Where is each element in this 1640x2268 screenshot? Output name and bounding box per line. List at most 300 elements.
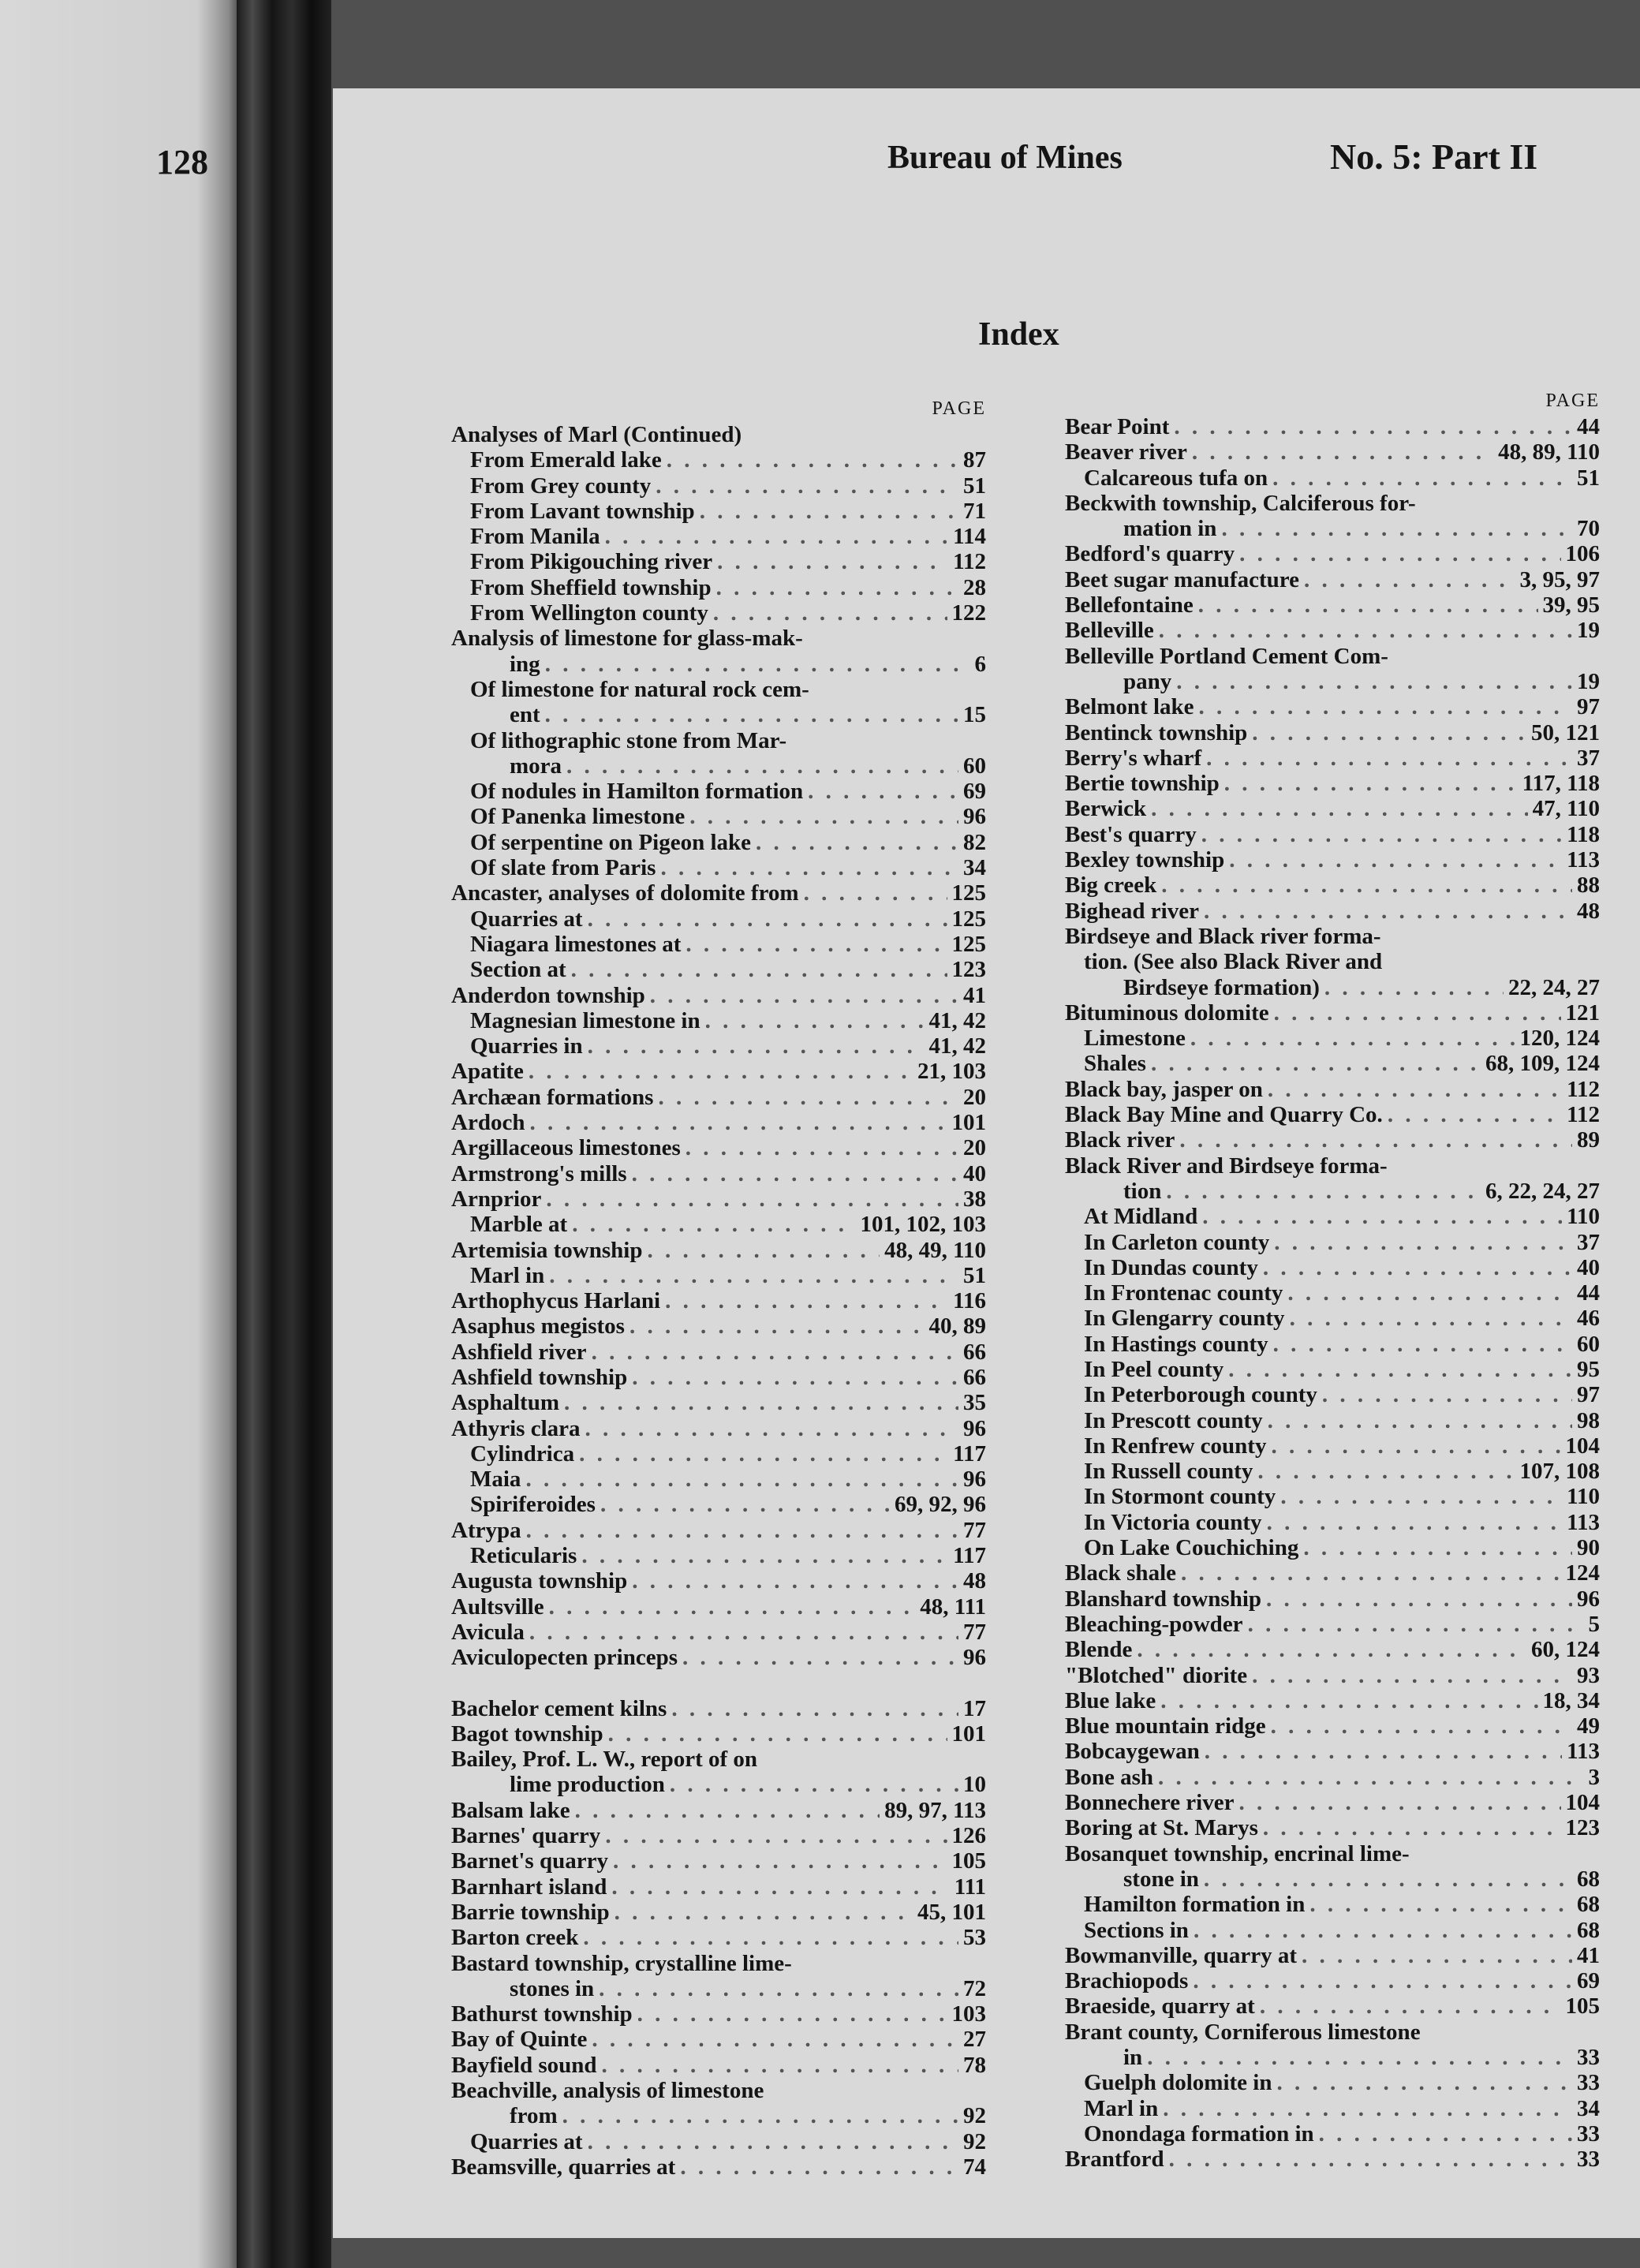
leader-dots: [605, 1823, 947, 1848]
index-entry-page: 68: [1577, 1917, 1600, 1943]
leader-dots: [572, 1212, 855, 1237]
index-entry: [451, 1161, 986, 1186]
leader-dots: [1174, 414, 1572, 439]
index-entry-text: Braeside, quarry at: [1065, 1993, 1255, 2020]
index-entry-text: Of lithographic stone from Mar-: [470, 727, 787, 753]
index-entry: [1065, 1892, 1600, 1917]
leader-dots: [686, 1135, 958, 1160]
index-entry-page: 95: [1577, 1356, 1600, 1382]
index-entry: [451, 1645, 986, 1670]
index-entry: [1065, 1968, 1600, 1993]
leader-dots: [545, 702, 958, 727]
leader-dots: [1166, 1179, 1481, 1204]
leader-dots: [588, 1033, 925, 1059]
index-entry: [1065, 1026, 1600, 1051]
index-entry-text: Spiriferoides: [470, 1492, 596, 1518]
leader-dots: [1268, 1408, 1572, 1433]
index-entry-text: Quarries at: [470, 2128, 583, 2154]
index-entry-text: In Dundas county: [1084, 1254, 1258, 1280]
index-entry: [451, 1313, 986, 1339]
index-entry-text: lime production: [510, 1772, 665, 1798]
index-entry: [451, 447, 986, 473]
leader-dots: [1229, 847, 1562, 872]
leader-dots: [608, 1721, 947, 1747]
index-entry-page: 89, 97, 113: [884, 1797, 986, 1823]
index-entry-page: 123: [951, 957, 986, 983]
leader-dots: [529, 1620, 958, 1645]
index-entry: [451, 626, 986, 651]
index-entry: [1065, 567, 1600, 592]
index-entry: [1065, 1739, 1600, 1764]
index-entry-page: 120, 124: [1519, 1026, 1600, 1052]
leader-dots: [689, 804, 958, 829]
index-entry: [451, 804, 986, 829]
index-entry: [1065, 1332, 1600, 1357]
index-entry-text: On Lake Couchiching: [1084, 1535, 1299, 1561]
index-entry-page: 48, 89, 110: [1498, 439, 1600, 465]
leader-dots: [1151, 1051, 1481, 1076]
index-entry: [1065, 924, 1600, 949]
index-entry-text: In Prescott county: [1084, 1407, 1263, 1433]
index-entry: [1065, 1713, 1600, 1739]
index-entry-text: Quarries at: [470, 906, 583, 932]
index-entry-page: 48, 49, 110: [884, 1237, 986, 1263]
index-entry-page: 96: [963, 1415, 986, 1441]
index-entry-page: 124: [1565, 1560, 1600, 1586]
index-entry-text: Bexley township: [1065, 847, 1225, 873]
index-entry-text: Asaphus megistos: [451, 1313, 625, 1340]
index-entry: [1065, 1382, 1600, 1407]
index-entry-text: In Stormont county: [1084, 1484, 1276, 1510]
index-entry-page: 39, 95: [1542, 592, 1600, 618]
index-entry-page: 38: [963, 1186, 986, 1212]
leader-dots: [632, 1161, 958, 1186]
index-entry-page: 125: [951, 906, 986, 932]
index-entry-text: Bituminous dolomite: [1065, 999, 1269, 1026]
leader-dots: [686, 932, 947, 957]
index-entry: [1065, 1433, 1600, 1459]
index-entry-text: Beachville, analysis of limestone: [451, 2078, 764, 2103]
index-entry: [1065, 1790, 1600, 1815]
index-entry: [451, 1848, 986, 1874]
index-entry: [1065, 771, 1600, 796]
index-entry-page: 44: [1577, 414, 1600, 439]
index-entry-page: 89: [1577, 1127, 1600, 1153]
page-number: 128: [156, 143, 208, 181]
leader-dots: [526, 1518, 958, 1543]
index-entry: [1065, 1866, 1600, 1892]
leader-dots: [545, 652, 970, 677]
index-entry-page: 37: [1577, 1229, 1600, 1255]
index-entry-text: Sections in: [1084, 1917, 1189, 1943]
index-entry-text: Apatite: [451, 1059, 524, 1085]
index-entry-page: 117: [953, 1543, 986, 1569]
index-entry-text: tion. (See also Black River and: [1084, 949, 1383, 975]
leader-dots: [575, 1798, 880, 1823]
page-column-label: PAGE: [932, 398, 986, 419]
index-entry-page: 104: [1565, 1433, 1600, 1459]
index-entry-text: Birdseye and Black river forma-: [1065, 923, 1381, 949]
index-entry-page: 66: [963, 1339, 986, 1365]
index-entry-text: Berry's wharf: [1065, 745, 1202, 771]
index-entry: [451, 1976, 986, 2001]
index-entry-page: 113: [1567, 1509, 1600, 1535]
leader-dots: [1161, 872, 1572, 898]
index-entry-page: 96: [963, 804, 986, 830]
index-entry: [1065, 1127, 1600, 1153]
index-entry-text: Of nodules in Hamilton formation: [470, 779, 804, 805]
index-entry-text: Bobcaygewan: [1065, 1739, 1200, 1765]
index-entry: [1065, 1408, 1600, 1433]
index-entry-text: Magnesian limestone in: [470, 1007, 700, 1033]
index-entry: [1065, 975, 1600, 1000]
index-entry: [451, 524, 986, 549]
index-entry-page: 122: [951, 600, 986, 626]
index-entry-page: 45, 101: [917, 1899, 986, 1925]
index-entry: [1065, 541, 1600, 566]
leader-dots: [571, 957, 947, 982]
index-entry: [1065, 1841, 1600, 1866]
leader-dots: [1151, 796, 1528, 821]
leader-dots: [1179, 1127, 1572, 1153]
index-entry: [451, 1263, 986, 1288]
index-entry-text: Marl in: [470, 1262, 545, 1288]
index-entry: [1065, 1535, 1600, 1560]
leader-dots: [650, 983, 958, 1008]
leader-dots: [579, 1441, 948, 1467]
index-entry-page: 116: [953, 1288, 986, 1314]
index-entry: [451, 1951, 986, 1976]
leader-dots: [592, 1340, 958, 1365]
index-entry-text: Avicula: [451, 1619, 525, 1645]
index-entry: [1065, 1510, 1600, 1535]
leader-dots: [700, 499, 958, 524]
index-entry-text: Argillaceous limestones: [451, 1135, 681, 1161]
index-entry-text: Best's quarry: [1065, 821, 1197, 847]
index-entry: [451, 2001, 986, 2027]
index-entry-text: Of Panenka limestone: [470, 804, 686, 830]
index-entry-page: 101: [951, 1721, 986, 1747]
index-entry-text: Barton creek: [451, 1925, 579, 1951]
index-entry-page: 15: [963, 702, 986, 728]
leader-dots: [564, 1390, 958, 1415]
index-entry-text: Black River and Birdseye forma-: [1065, 1153, 1388, 1179]
index-entry: [451, 983, 986, 1008]
index-entry-page: 44: [1577, 1280, 1600, 1306]
index-entry-page: 101, 102, 103: [860, 1212, 986, 1238]
index-entry: [1065, 1280, 1600, 1306]
leader-dots: [1302, 1943, 1572, 1968]
index-entry-page: 106: [1565, 541, 1600, 567]
index-entry-text: In Carleton county: [1084, 1229, 1270, 1255]
index-entry-page: 113: [1567, 847, 1600, 873]
index-entry-page: 21, 103: [917, 1059, 986, 1085]
index-entry-text: Black Bay Mine and Quarry Co.: [1065, 1102, 1383, 1128]
index-entry: [451, 1135, 986, 1160]
index-entry: [1065, 2121, 1600, 2147]
index-entry-text: Maia: [470, 1467, 521, 1493]
index-entry-page: 110: [1567, 1204, 1600, 1230]
index-entry-page: 92: [963, 2103, 986, 2129]
index-entry-text: Anderdon township: [451, 982, 645, 1008]
index-entry: [451, 1110, 986, 1135]
index-entry: [451, 1288, 986, 1313]
index-entry: [1065, 1765, 1600, 1790]
index-entry: [451, 1747, 986, 1772]
index-entry-text: In Hastings county: [1084, 1331, 1268, 1357]
leader-dots: [671, 1696, 958, 1721]
leader-dots: [1158, 1765, 1583, 1790]
index-entry: [1065, 847, 1600, 872]
leader-dots: [546, 1186, 958, 1212]
leader-dots: [599, 1976, 958, 2001]
index-entry-page: 22, 24, 27: [1508, 974, 1600, 1000]
index-entry-text: Black shale: [1065, 1560, 1176, 1586]
index-entry-text: At Midland: [1084, 1204, 1198, 1230]
index-entry: [451, 2027, 986, 2052]
leader-dots: [1239, 541, 1560, 566]
index-entry: [451, 1390, 986, 1415]
index-entry-text: In Glengarry county: [1084, 1306, 1285, 1332]
index-entry-text: ing: [510, 651, 540, 677]
leader-dots: [656, 473, 958, 499]
index-entry-text: From Lavant township: [470, 498, 695, 524]
leader-dots: [1163, 2096, 1572, 2121]
index-entry-text: From Wellington county: [470, 600, 708, 626]
index-entry: [1065, 822, 1600, 847]
index-entry-text: Blue mountain ridge: [1065, 1713, 1266, 1739]
index-entry: [451, 880, 986, 906]
index-entry-text: Quarries in: [470, 1033, 583, 1059]
index-entry-text: Bowmanville, quarry at: [1065, 1942, 1298, 1968]
index-entry: [451, 1721, 986, 1747]
index-entry: [1065, 1993, 1600, 2019]
index-entry: [1065, 694, 1600, 719]
index-entry-page: 112: [1567, 1076, 1600, 1102]
leader-dots: [549, 1263, 958, 1288]
index-entry-text: Blue lake: [1065, 1687, 1156, 1713]
leader-dots: [717, 549, 948, 574]
index-entry-page: 107, 108: [1519, 1459, 1600, 1485]
index-entry-text: mation in: [1123, 516, 1217, 542]
index-entry-text: Bathurst township: [451, 2001, 633, 2027]
index-entry-text: Belleville Portland Cement Com-: [1065, 643, 1388, 669]
leader-dots: [1274, 1000, 1561, 1026]
leader-dots: [632, 1568, 958, 1594]
leader-dots: [1287, 1280, 1572, 1306]
index-entry-page: 77: [963, 1517, 986, 1543]
index-entry-page: 41: [963, 982, 986, 1008]
index-entry-text: tion: [1123, 1178, 1162, 1204]
index-entry: [451, 1620, 986, 1645]
index-entry: [451, 473, 986, 499]
leader-dots: [804, 880, 947, 906]
index-entry-page: 126: [951, 1823, 986, 1849]
leader-dots: [1228, 1357, 1572, 1382]
index-entry: [451, 1772, 986, 1797]
index-entry-page: 110: [1567, 1484, 1600, 1510]
index-entry-text: Bastard township, crystalline lime-: [451, 1950, 792, 1976]
index-entry-text: Barnet's quarry: [451, 1848, 608, 1874]
leader-dots: [1309, 1892, 1572, 1917]
index-entry-page: 88: [1577, 872, 1600, 899]
index-entry-text: Brachiopods: [1065, 1968, 1189, 1994]
leader-dots: [588, 2129, 958, 2154]
leader-dots: [1176, 669, 1572, 694]
index-entry: [451, 2129, 986, 2154]
leader-dots: [1280, 1484, 1562, 1509]
leader-dots: [808, 779, 958, 804]
index-entry-page: 6: [974, 651, 986, 677]
leader-dots: [1266, 1586, 1572, 1612]
index-heading: Index: [978, 316, 1059, 353]
index-entry: [451, 957, 986, 982]
index-entry-page: 50, 121: [1531, 719, 1600, 745]
index-entry-text: Atrypa: [451, 1517, 521, 1543]
index-entry-page: 112: [953, 549, 986, 575]
leader-dots: [1205, 1739, 1562, 1764]
index-entry-text: Aultsville: [451, 1594, 544, 1620]
index-entry-text: "Blotched" diorite: [1065, 1662, 1248, 1688]
index-entry-page: 125: [951, 931, 986, 957]
index-entry-text: Bagot township: [451, 1721, 603, 1747]
index-entry: [1065, 899, 1600, 924]
index-entry-text: Bosanquet township, encrinal lime-: [1065, 1840, 1410, 1866]
index-entry-page: 92: [963, 2128, 986, 2154]
index-entry: [1065, 1357, 1600, 1382]
leader-dots: [1221, 516, 1572, 541]
index-entry: [451, 753, 986, 779]
index-entry-text: Artemisia township: [451, 1237, 643, 1263]
leader-dots: [705, 1008, 925, 1033]
index-entry: [451, 2154, 986, 2180]
index-entry: [1065, 2096, 1600, 2121]
leader-dots: [665, 1288, 948, 1313]
leader-dots: [1277, 2070, 1573, 2095]
index-entry: [451, 1823, 986, 1848]
index-entry-page: 96: [963, 1645, 986, 1671]
leader-dots: [1304, 567, 1515, 592]
index-entry: [451, 1696, 986, 1721]
index-column-left: [451, 398, 986, 2180]
index-entry: [1065, 1688, 1600, 1713]
index-entry-page: 40: [1577, 1254, 1600, 1280]
index-entry-text: Belmont lake: [1065, 694, 1194, 720]
index-entry-page: 33: [1577, 2045, 1600, 2070]
index-entry-page: 98: [1577, 1407, 1600, 1433]
index-entry-page: 48: [963, 1568, 986, 1594]
index-entry-page: 117: [953, 1440, 986, 1467]
index-entry: [451, 1568, 986, 1594]
index-entry-page: 96: [963, 1467, 986, 1493]
index-entry-page: 68: [1577, 1866, 1600, 1892]
leader-dots: [1267, 1510, 1563, 1535]
index-entry-page: 66: [963, 1364, 986, 1390]
index-entry-text: Shales: [1084, 1051, 1146, 1077]
leader-dots: [1204, 899, 1572, 924]
index-entry: [1065, 1000, 1600, 1026]
leader-dots: [1322, 1382, 1572, 1407]
index-entry-text: Bedford's quarry: [1065, 541, 1235, 567]
index-entry-text: In Peterborough county: [1084, 1382, 1317, 1408]
leader-dots: [680, 2154, 958, 2180]
index-entry-text: Asphaltum: [451, 1390, 559, 1416]
book-spine: [237, 0, 331, 2268]
index-entry-text: Balsam lake: [451, 1797, 570, 1823]
index-entry-page: 17: [963, 1695, 986, 1721]
index-entry-page: 123: [1565, 1815, 1600, 1841]
index-entry-page: 105: [1565, 1993, 1600, 2020]
leader-dots: [529, 1059, 913, 1084]
leader-dots: [1204, 1866, 1572, 1892]
leader-dots: [1273, 1332, 1572, 1357]
index-entry: [451, 1492, 986, 1517]
leader-dots: [1319, 2121, 1572, 2147]
index-entry-text: Ancaster, analyses of dolomite from: [451, 880, 799, 906]
index-entry-text: From Pikigouching river: [470, 549, 713, 575]
index-entry-page: 71: [963, 498, 986, 524]
index-entry: [1065, 1663, 1600, 1688]
index-entry: [451, 1467, 986, 1492]
index-entry: [451, 1925, 986, 1950]
leader-dots: [566, 753, 958, 779]
index-entry-text: pany: [1123, 668, 1172, 694]
index-entry-text: From Grey county: [470, 473, 652, 499]
leader-dots: [1193, 1968, 1572, 1993]
section-gap: [451, 1671, 986, 1696]
index-entry: [451, 1212, 986, 1237]
index-entry-page: 20: [963, 1084, 986, 1110]
leader-dots: [1257, 1459, 1515, 1484]
index-entry-text: In Frontenac county: [1084, 1280, 1283, 1306]
leader-dots: [682, 1645, 958, 1670]
index-entry: [451, 1416, 986, 1441]
index-entry-page: 28: [963, 574, 986, 600]
leader-dots: [1268, 1077, 1562, 1102]
index-entry-page: 3: [1588, 1764, 1600, 1790]
index-entry: [1065, 439, 1600, 465]
index-entry-text: From Emerald lake: [470, 447, 662, 473]
index-entry-page: 5: [1588, 1611, 1600, 1637]
index-entry-page: 113: [1567, 1739, 1600, 1765]
index-entry-text: Bighead river: [1065, 898, 1199, 924]
index-entry-page: 60, 124: [1531, 1637, 1600, 1663]
index-entry: [1065, 1815, 1600, 1840]
index-entry-page: 46: [1577, 1306, 1600, 1332]
index-entry-text: In Renfrew county: [1084, 1433, 1267, 1459]
index-entry: [451, 1033, 986, 1059]
index-entry: [451, 932, 986, 957]
index-entry-page: 112: [1567, 1102, 1600, 1128]
page-column-label: PAGE: [1545, 390, 1600, 411]
leader-dots: [1147, 2045, 1572, 2070]
index-entry: [1065, 618, 1600, 643]
index-entry-text: Bonnechere river: [1065, 1790, 1235, 1816]
index-entry-page: 111: [954, 1874, 986, 1900]
leader-dots: [1181, 1560, 1561, 1586]
leader-dots: [583, 1925, 958, 1950]
leader-dots: [667, 447, 958, 473]
index-entry-page: 69: [963, 779, 986, 805]
index-entry: [1065, 1179, 1600, 1204]
leader-dots: [713, 600, 947, 626]
index-entry-page: 48, 111: [920, 1594, 986, 1620]
index-entry: [1065, 872, 1600, 898]
leader-dots: [629, 1313, 925, 1339]
index-entry-text: Bone ash: [1065, 1764, 1154, 1790]
index-entry: [451, 1059, 986, 1084]
index-entry: [1065, 1230, 1600, 1255]
